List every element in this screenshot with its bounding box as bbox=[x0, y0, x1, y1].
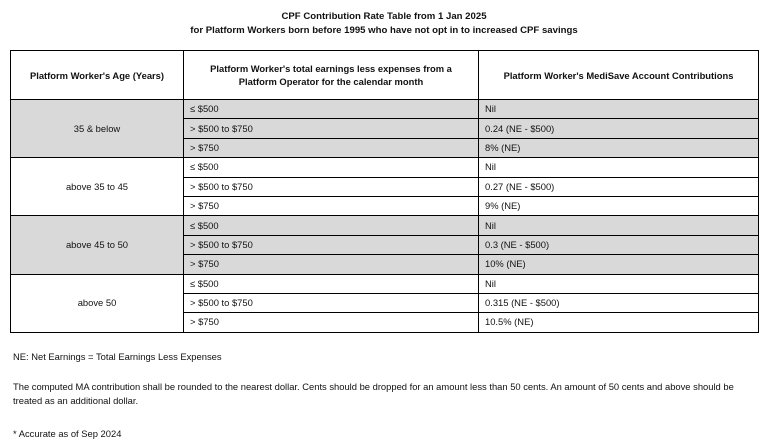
age-group-cell: 35 & below bbox=[11, 100, 184, 158]
age-group-cell: above 45 to 50 bbox=[11, 216, 184, 274]
table-header-row bbox=[11, 51, 759, 100]
header-age: Platform Worker's Age (Years) bbox=[11, 51, 184, 100]
earnings-cell: ≤ $500 bbox=[184, 158, 479, 177]
earnings-cell: > $750 bbox=[184, 313, 479, 332]
earnings-cell: > $500 to $750 bbox=[184, 293, 479, 312]
contribution-cell: 9% (NE) bbox=[479, 196, 759, 215]
rounding-note: The computed MA contribution shall be rounded to the nearest dollar. Cents should be dropped for an amount less than 50 cents. An amount of 50 cents and above should be treated as an additional dollar. bbox=[13, 381, 734, 406]
contribution-cell: 0.3 (NE - $500) bbox=[479, 235, 759, 254]
contribution-cell: 10% (NE) bbox=[479, 255, 759, 274]
contribution-cell: 0.27 (NE - $500) bbox=[479, 177, 759, 196]
title-line-1: CPF Contribution Rate Table from 1 Jan 2025 bbox=[281, 11, 487, 22]
earnings-cell: > $750 bbox=[184, 255, 479, 274]
earnings-cell: ≤ $500 bbox=[184, 100, 479, 119]
table-body bbox=[11, 100, 759, 333]
earnings-cell: > $750 bbox=[184, 196, 479, 215]
document-title bbox=[0, 10, 768, 38]
contribution-cell: Nil bbox=[479, 100, 759, 119]
net-earnings-definition: NE: Net Earnings = Total Earnings Less Expenses bbox=[13, 351, 222, 362]
table-row bbox=[11, 216, 759, 235]
earnings-cell: ≤ $500 bbox=[184, 274, 479, 293]
contribution-cell: 10.5% (NE) bbox=[479, 313, 759, 332]
age-group-cell: above 50 bbox=[11, 274, 184, 332]
contribution-cell: Nil bbox=[479, 158, 759, 177]
contribution-cell: 0.24 (NE - $500) bbox=[479, 119, 759, 138]
table-row bbox=[11, 158, 759, 177]
contribution-rate-table bbox=[10, 50, 759, 333]
earnings-cell: ≤ $500 bbox=[184, 216, 479, 235]
contribution-cell: Nil bbox=[479, 274, 759, 293]
header-contributions: Platform Worker's MediSave Account Contributions bbox=[479, 51, 759, 100]
table-row bbox=[11, 100, 759, 119]
table-row bbox=[11, 274, 759, 293]
title-line-2: for Platform Workers born before 1995 who have not opt in to increased CPF savings bbox=[190, 25, 578, 36]
earnings-cell: > $750 bbox=[184, 138, 479, 157]
earnings-cell: > $500 to $750 bbox=[184, 235, 479, 254]
contribution-cell: 8% (NE) bbox=[479, 138, 759, 157]
contribution-cell: 0.315 (NE - $500) bbox=[479, 293, 759, 312]
age-group-cell: above 35 to 45 bbox=[11, 158, 184, 216]
earnings-cell: > $500 to $750 bbox=[184, 177, 479, 196]
contribution-cell: Nil bbox=[479, 216, 759, 235]
header-earnings: Platform Worker's total earnings less expenses from a Platform Operator for the calendar month bbox=[184, 51, 479, 100]
earnings-cell: > $500 to $750 bbox=[184, 119, 479, 138]
accuracy-note: * Accurate as of Sep 2024 bbox=[13, 428, 122, 439]
